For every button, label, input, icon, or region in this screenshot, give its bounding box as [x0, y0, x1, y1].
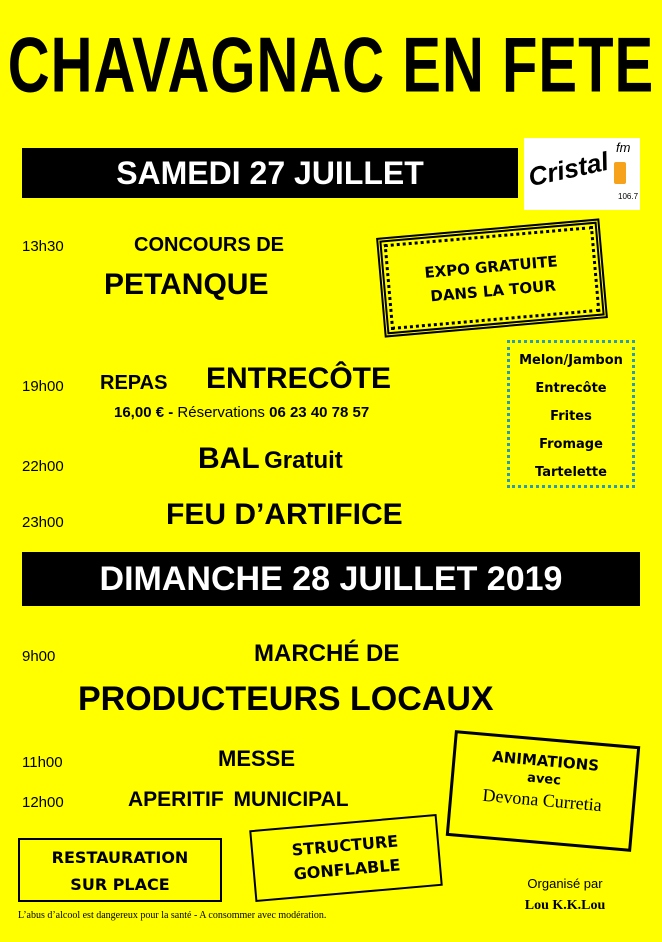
event-time: 19h00: [22, 378, 64, 395]
event-repas-price: 16,00 €: [114, 404, 165, 421]
menu-item: Tartelette: [535, 465, 607, 480]
poster-title: CHAVAGNAC EN FETE: [7, 21, 655, 110]
radio-logo-name: Cristal: [525, 145, 612, 193]
event-time: 23h00: [22, 514, 64, 531]
expo-line2: DANS LA TOUR: [429, 276, 557, 306]
event-petanque-line1: CONCOURS DE: [134, 234, 285, 256]
event-bal-suffix: Gratuit: [264, 447, 343, 474]
day1-banner: SAMEDI 27 JUILLET: [22, 148, 518, 198]
animations-box: [446, 730, 641, 852]
restauration-line2: SUR PLACE: [70, 875, 170, 894]
menu-item: Entrecôte: [535, 381, 607, 396]
radio-logo: [524, 138, 640, 210]
organizer-name: Lou K.K.Lou: [524, 898, 606, 913]
event-repas-resa-label: Réservations: [177, 404, 265, 421]
animations-line3: Devona Curretia: [481, 784, 603, 816]
event-repas-prefix: REPAS: [100, 372, 168, 394]
expo-box: [376, 218, 608, 337]
alcohol-disclaimer: L’abus d’alcool est dangereux pour la santé - A consommer avec modération.: [18, 910, 327, 921]
event-marche-line1: MARCHÉ DE: [254, 640, 400, 667]
radio-logo-fm: fm: [616, 140, 631, 155]
radio-logo-mark: [614, 162, 626, 184]
event-repas-separator: -: [164, 404, 178, 421]
menu-item: Fromage: [539, 437, 603, 452]
restauration-line1: RESTAURATION: [51, 848, 189, 867]
event-time: 22h00: [22, 458, 64, 475]
structure-box: [249, 814, 443, 902]
event-repas-details: [114, 404, 369, 421]
structure-line2: GONFLABLE: [292, 855, 402, 884]
structure-line1: STRUCTURE: [290, 831, 399, 860]
day2-banner: DIMANCHE 28 JUILLET 2019: [22, 552, 640, 606]
expo-line1: EXPO GRATUITE: [423, 252, 559, 282]
event-feu: FEU D’ARTIFICE: [166, 498, 403, 531]
event-petanque-line2: PETANQUE: [104, 268, 269, 301]
menu-item: Melon/Jambon: [519, 353, 623, 368]
event-bal: [198, 442, 343, 476]
event-time: 9h00: [22, 648, 56, 665]
event-time: 13h30: [22, 238, 64, 255]
event-time: 11h00: [22, 754, 63, 771]
organizer-label: Organisé par: [527, 876, 603, 891]
event-bal-main: BAL: [198, 442, 260, 475]
restauration-box: [18, 838, 222, 902]
animations-line1: ANIMATIONS: [491, 747, 600, 775]
event-repas-main: ENTRECÔTE: [206, 362, 392, 395]
menu-box: [507, 340, 635, 488]
event-time: 12h00: [22, 794, 64, 811]
event-messe: MESSE: [218, 746, 296, 771]
menu-item: Frites: [550, 409, 592, 424]
event-marche-line2: PRODUCTEURS LOCAUX: [78, 680, 494, 718]
animations-line2: avec: [526, 770, 562, 789]
event-aperitif: APERITIF MUNICIPAL: [128, 788, 349, 811]
radio-logo-frequency: 106.7: [618, 192, 639, 201]
event-repas-phone: 06 23 40 78 57: [269, 404, 370, 421]
